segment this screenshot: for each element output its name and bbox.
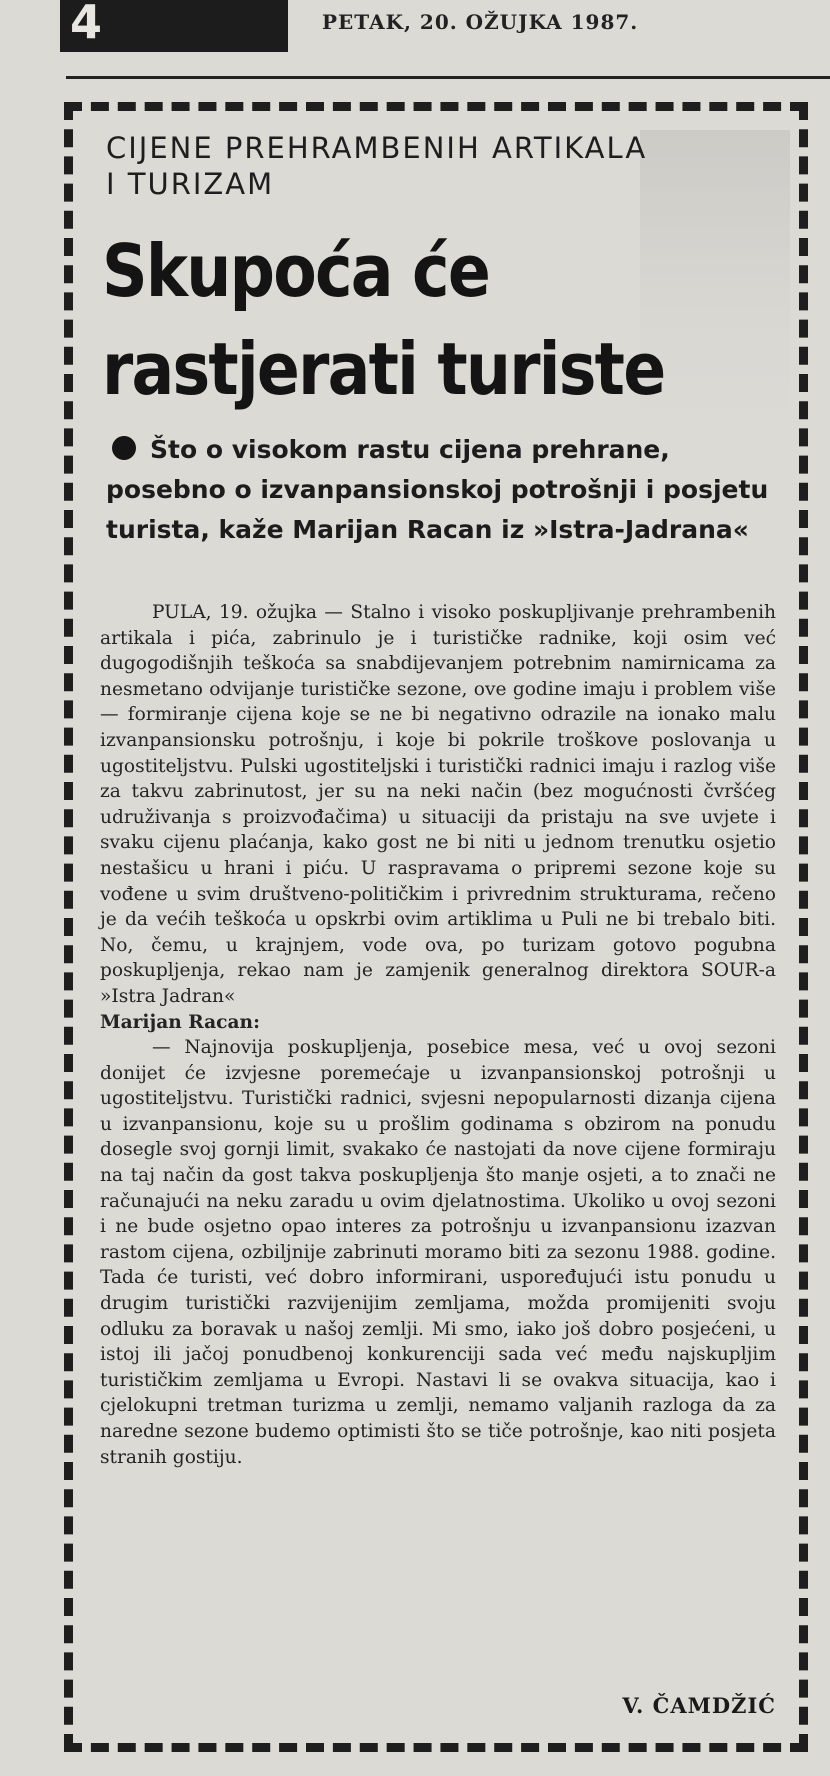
headline-line-1: Skupoća će (102, 229, 490, 313)
bullet-icon (112, 436, 136, 460)
article-deck (106, 430, 776, 550)
body-paragraph-1: PULA, 19. ožujka — Stalno i visoko poskupljivanje prehrambenih artikala i pića, zabrinulo je i turističke radnike, koji osim već dugogodišnjih teškoća sa snabdijevanjem potrebnim namirnicama za nesmetano odvijanje turističke sezone, ove godine imaju i problem više — formiranje cijena koje se ne bi negativno odrazile na ionako malu izvanpansionsku potrošnju, i koje bi pokrile troškove poslovanja u ugostiteljstvu. Pulski ugostiteljski i turistički radnici imaju i razlog više za takvu zabrinutost, jer su na neki način (bez mogućnosti čvršćeg udruživanja s proizvođačima) u situaciji da pristaju na sve uvjete i svaku cijenu plaćanja, kako gost ne bi niti u jednom trenutku osjetio nestašicu u hrani i piću. U raspravama o pripremi sezone koje su vođene u svim društveno-političkim i privrednim strukturama, rečeno je da većih teškoća u opskrbi ovim artiklima u Puli ne bi trebalo biti. No, čemu, u krajnjem, vode ova, po turizam gotovo pogubna poskupljenja, rekao nam je zamjenik generalnog direktora SOUR-a »Istra Jadran« (100, 602, 776, 1007)
header-rule (66, 76, 830, 79)
article-headline (102, 222, 709, 418)
deck-text: Što o visokom rastu cijena prehrane, posebno o izvanpansionskoj potrošnji i posjetu turista, kaže Marijan Racan iz »Istra-Jadrana« (106, 435, 769, 544)
body-paragraph-2: — Najnovija poskupljenja, posebice mesa, već u ovoj sezoni donijet će izvjesne poremećaje u izvanpansionskoj potrošnji u ugostiteljstvu. Turistički radnici, svjesni nepopularnosti dizanja cijena u izvanpansionu, koje su u prošlim godinama s obzirom na ponudu dosegle svoj gornji limit, svakako će nastojati da nove cijene formiraju na taj način da gost takva poskupljenja što manje osjeti, a to znači ne računajući na neku zaradu u ovim djelatnostima. Ukoliko u ovoj sezoni i ne bude osjetno opao interes za potrošnju u izvanpansionu izazvan rastom cijena, ozbiljnije zabrinuti moramo biti za sezonu 1988. godine. Tada će turisti, već dobro informirani, uspoređujući istu ponudu u drugim turistički razvijenijim zemljama, možda promijeniti svoju odluku za boravak u našoj zemlji. Mi smo, iako još dobro posjećeni, u istoj ili jačoj ponudbenoj konkurenciji sada već među najskupljim turističkim zemljama u Evropi. Nastavi li se ovakva situacija, kao i cjelokupni tretman turizma u zemlji, nemamo valjanih razloga da za naredne sezone budemo optimisti što se tiče potrošnje, kao niti posjeta stranih gostiju. (100, 1037, 776, 1468)
issue-date: PETAK, 20. OŽUJKA 1987. (322, 10, 639, 34)
article-body (100, 600, 776, 1470)
kicker-line-2: I TURIZAM (106, 167, 275, 201)
kicker-line-1: CIJENE PREHRAMBENIH ARTIKALA (106, 131, 648, 165)
page-number: 4 (70, 0, 103, 49)
headline-line-2: rastjerati turiste (102, 327, 665, 411)
article-kicker (106, 130, 786, 202)
speaker-name: Marijan Racan: (100, 1011, 260, 1033)
article-byline: V. ČAMDŽIĆ (622, 1693, 776, 1718)
